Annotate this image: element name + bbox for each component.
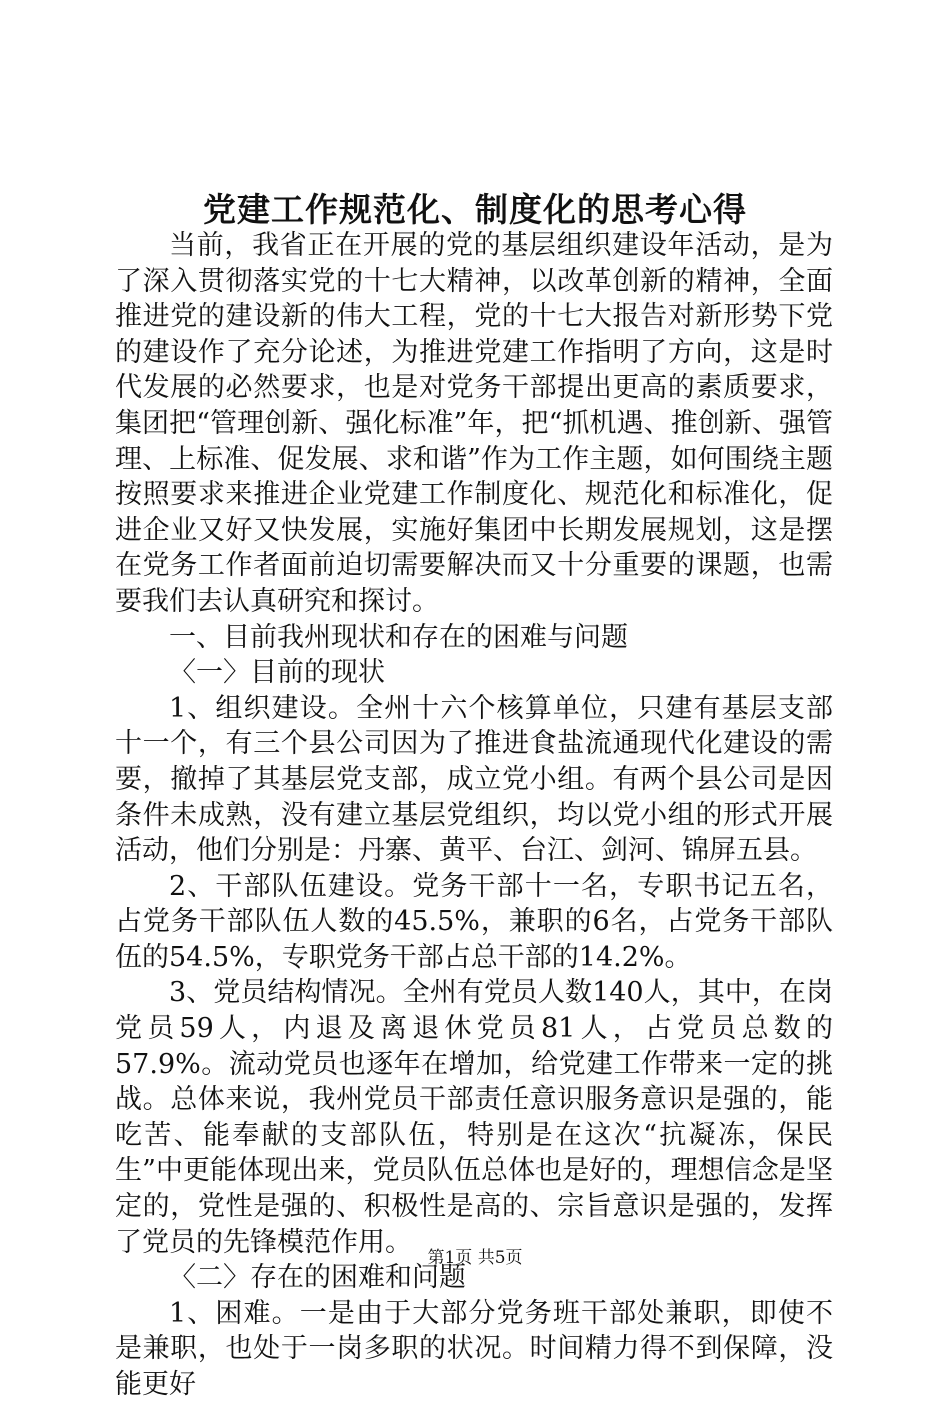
section-heading-1: 一、目前我州现状和存在的困难与问题	[169, 621, 628, 653]
page-footer: 第1页 共5页	[427, 1248, 523, 1268]
paragraph-cadre: 2、干部队伍建设。党务干部十一名，专职书记五名，占党务干部队伍人数的45.5%，兼职的6名，占党务干部队伍的54.5%，专职党务干部占总干部的14.2%。	[115, 870, 833, 973]
paragraph-organization: 1、组织建设。全州十六个核算单位，只建有基层支部十一个，有三个县公司因为了推进食盐流通现代化建设的需要，撤掉了其基层党支部，成立党小组。有两个县公司是因条件未成熟，没有建立基层党组织，均以党小组的形式开展活动，他们分别是：丹寨、黄平、台江、剑河、锦屏五县。	[115, 692, 833, 867]
document-title: 党建工作规范化、制度化的思考心得	[203, 190, 747, 229]
paragraph-difficulties: 1、困难。一是由于大部分党务班干部处兼职，即使不是兼职，也处于一岗多职的状况。时间精力得不到保障，没能更好	[115, 1297, 833, 1400]
subsection-heading-problems: 〈二〉存在的困难和问题	[169, 1262, 466, 1294]
paragraph-member-structure: 3、党员结构情况。全州有党员人数140人，其中，在岗党员59人，内退及离退休党员81人，占党员总数的57.9%。流动党员也逐年在增加，给党建工作带来一定的挑战。总体来说，我州党员干部责任意识服务意识是强的，能吃苦、能奉献的支部队伍，特别是在这次“抗凝冻，保民生”中更能体现出来，党员队伍总体也是好的，理想信念是坚定的，党性是强的、积极性是高的、宗旨意识是强的，发挥了党员的先锋模范作用。	[115, 977, 833, 1258]
paragraph-intro: 当前，我省正在开展的党的基层组织建设年活动，是为了深入贯彻落实党的十七大精神，以改革创新的精神，全面推进党的建设新的伟大工程，党的十七大报告对新形势下党的建设作了充分论述，为推进党建工作指明了方向，这是时代发展的必然要求，也是对党务干部提出更高的素质要求，集团把“管理创新、强化标准”年，把“抓机遇、推创新、强管理、上标准、促发展、求和谐”作为工作主题，如何围绕主题按照要求来推进企业党建工作制度化、规范化和标准化，促进企业又好又快发展，实施好集团中长期发展规划，这是摆在党务工作者面前迫切需要解决而又十分重要的课题，也需要我们去认真研究和探讨。	[115, 230, 833, 617]
subsection-heading-current-status: 〈一〉目前的现状	[169, 657, 385, 689]
document-body	[115, 228, 833, 1403]
